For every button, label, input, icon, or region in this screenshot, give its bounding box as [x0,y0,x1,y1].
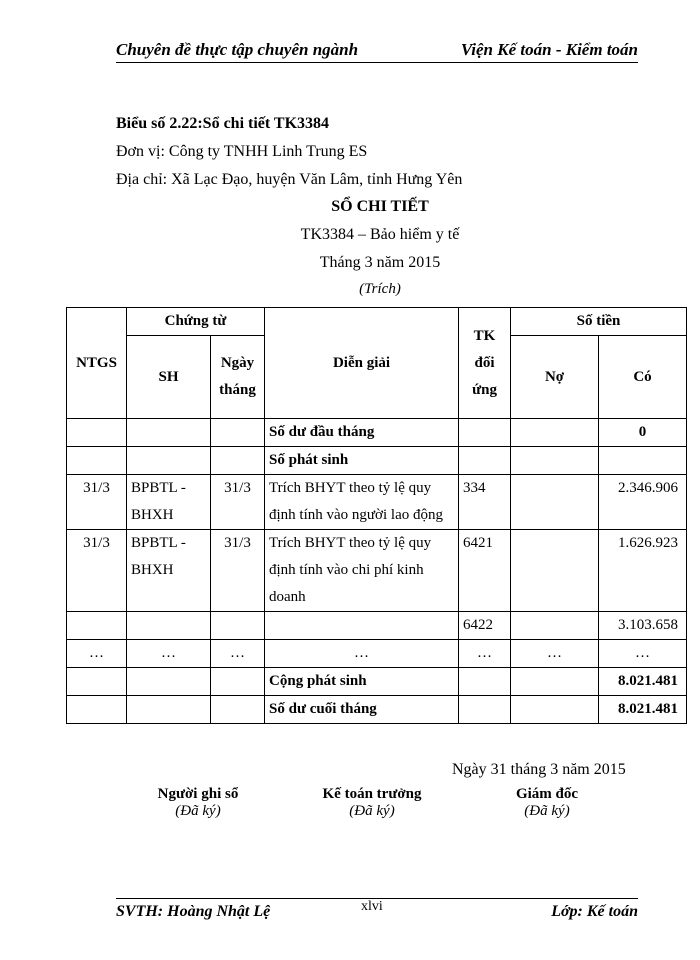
doc-title: SỔ CHI TIẾT [331,198,429,215]
date-line: Ngày 31 tháng 3 năm 2015 [452,761,626,778]
arising-label: Số phát sinh [265,447,459,475]
ledger-table [66,307,687,724]
closing-label: Số dư cuối tháng [265,696,459,724]
header-left: Chuyên đề thực tập chuyên ngành [116,40,359,59]
col-tk-doi-ung: TK đối ứng [459,308,511,419]
col-co: Có [599,336,687,419]
opening-label: Số dư đầu tháng [265,419,459,447]
signature-chief-accountant: Kế toán trưởng (Đã ký) [322,786,422,819]
form-name: Sổ chi tiết TK3384 [202,115,330,132]
period-line: Tháng 3 năm 2015 [319,254,441,271]
total-co: 8.021.481 [599,668,687,696]
header-right: Viện Kế toán - Kiểm toán [460,40,638,59]
col-sh: SH [127,336,211,419]
col-dien-giai: Diễn giải [265,308,459,419]
ellipsis-row: … … … … … … … [67,640,687,668]
unit-line: Đơn vị: Công ty TNHH Linh Trung ES [116,143,368,160]
col-ngay-thang: Ngày tháng [211,336,265,419]
account-line: TK3384 – Bảo hiểm y tế [300,226,460,243]
table-row: 6422 3.103.658 [67,612,687,640]
closing-balance-row [67,696,687,724]
address-line: Địa chỉ: Xã Lạc Đạo, huyện Văn Lâm, tỉnh Hưng Yên [116,171,463,188]
opening-co: 0 [599,419,687,447]
opening-balance-row [67,419,687,447]
col-ntgs: NTGS [67,308,127,419]
table-row: 31/3 BPBTL - BHXH 31/3 Trích BHYT theo tỷ lệ quy định tính vào người lao động 334 2.346.906 [67,475,687,530]
header-row-1 [67,308,687,336]
page-header [116,40,638,63]
arising-row [67,447,687,475]
col-chung-tu: Chứng từ [127,308,265,336]
footer-student: SVTH: Hoàng Nhật Lệ [116,903,271,920]
footer-class: Lớp: Kế toán [551,903,638,920]
form-caption [116,115,329,133]
extract-note: (Trích) [359,281,401,297]
form-label: Biểu số 2.22: [116,115,203,132]
col-so-tien: Số tiền [511,308,687,336]
page-number: xlvi [361,899,383,914]
page-footer [116,898,638,921]
total-row [67,668,687,696]
signature-recorder: Người ghi sổ (Đã ký) [157,786,239,819]
col-no: Nợ [511,336,599,419]
signature-director: Giám đốc (Đã ký) [515,786,579,819]
closing-co: 8.021.481 [599,696,687,724]
table-row: 31/3 BPBTL - BHXH 31/3 Trích BHYT theo tỷ lệ quy định tính vào chi phí kinh doanh 6421 1.626.923 [67,530,687,612]
total-label: Cộng phát sinh [265,668,459,696]
